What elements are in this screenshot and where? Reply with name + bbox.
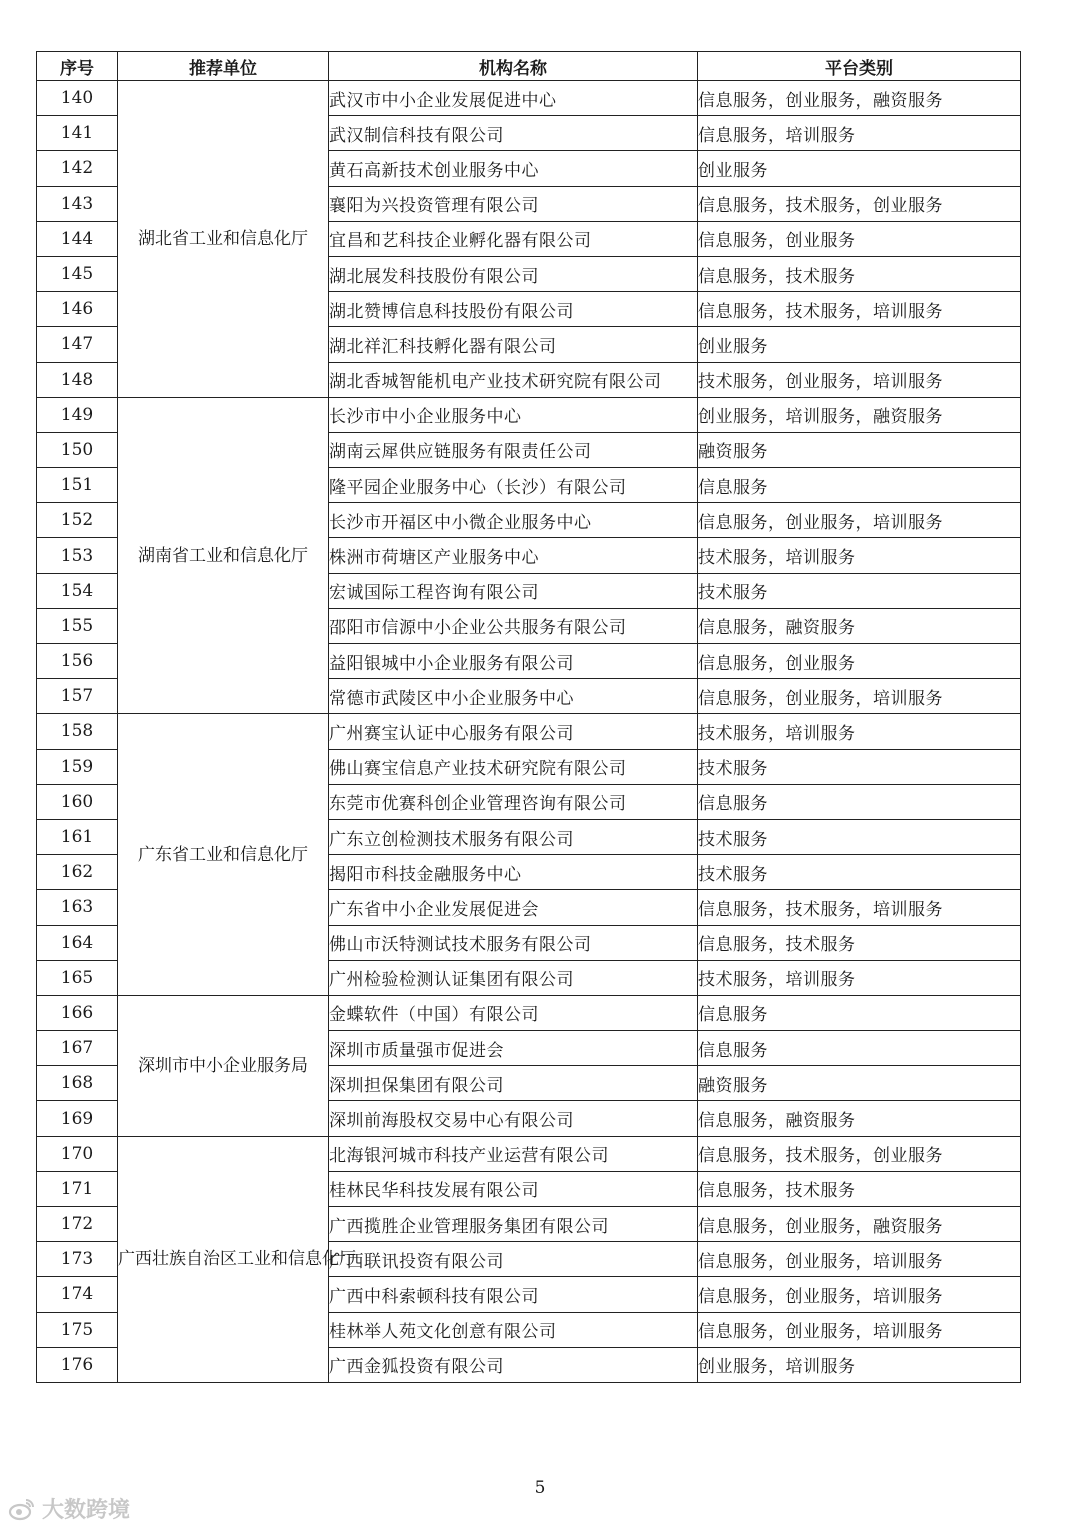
- cell-organization: 湖北赞博信息科技股份有限公司: [329, 292, 698, 327]
- cell-seq: 164: [37, 925, 118, 960]
- cell-organization: 邵阳市信源中小企业公共服务有限公司: [329, 608, 698, 643]
- cell-platform-category: 信息服务，技术服务: [698, 256, 1021, 291]
- cell-organization: 常德市武陵区中小企业服务中心: [329, 679, 698, 714]
- cell-organization: 佛山赛宝信息产业技术研究院有限公司: [329, 749, 698, 784]
- cell-organization: 长沙市开福区中小微企业服务中心: [329, 503, 698, 538]
- cell-organization: 广西联讯投资有限公司: [329, 1242, 698, 1277]
- cell-platform-category: 信息服务，创业服务，培训服务: [698, 1242, 1021, 1277]
- cell-platform-category: 信息服务，技术服务，培训服务: [698, 890, 1021, 925]
- cell-organization: 佛山市沃特测试技术服务有限公司: [329, 925, 698, 960]
- cell-organization: 湖北祥汇科技孵化器有限公司: [329, 327, 698, 362]
- cell-platform-category: 技术服务: [698, 573, 1021, 608]
- cell-platform-category: 融资服务: [698, 1066, 1021, 1101]
- cell-organization: 揭阳市科技金融服务中心: [329, 855, 698, 890]
- cell-recommending-unit: 深圳市中小企业服务局: [118, 995, 329, 1136]
- cell-organization: 北海银河城市科技产业运营有限公司: [329, 1136, 698, 1171]
- cell-seq: 144: [37, 221, 118, 256]
- cell-organization: 金蝶软件（中国）有限公司: [329, 995, 698, 1030]
- cell-organization: 广州赛宝认证中心服务有限公司: [329, 714, 698, 749]
- cell-organization: 宜昌和艺科技企业孵化器有限公司: [329, 221, 698, 256]
- cell-seq: 160: [37, 784, 118, 819]
- cell-recommending-unit: 湖北省工业和信息化厅: [118, 81, 329, 398]
- cell-platform-category: 信息服务: [698, 1031, 1021, 1066]
- cell-platform-category: 信息服务，技术服务，创业服务: [698, 186, 1021, 221]
- recommendation-table: [36, 51, 1021, 1383]
- cell-platform-category: 信息服务，创业服务，培训服务: [698, 503, 1021, 538]
- cell-organization: 桂林举人苑文化创意有限公司: [329, 1312, 698, 1347]
- cell-seq: 143: [37, 186, 118, 221]
- cell-platform-category: 信息服务，融资服务: [698, 1101, 1021, 1136]
- cell-organization: 广东省中小企业发展促进会: [329, 890, 698, 925]
- cell-organization: 长沙市中小企业服务中心: [329, 397, 698, 432]
- cell-platform-category: 信息服务: [698, 995, 1021, 1030]
- cell-organization: 深圳担保集团有限公司: [329, 1066, 698, 1101]
- cell-platform-category: 技术服务: [698, 855, 1021, 890]
- cell-seq: 175: [37, 1312, 118, 1347]
- cell-organization: 广州检验检测认证集团有限公司: [329, 960, 698, 995]
- cell-organization: 东莞市优赛科创企业管理咨询有限公司: [329, 784, 698, 819]
- cell-seq: 168: [37, 1066, 118, 1101]
- cell-platform-category: 技术服务，培训服务: [698, 538, 1021, 573]
- cell-organization: 湖南云犀供应链服务有限责任公司: [329, 432, 698, 467]
- cell-seq: 156: [37, 644, 118, 679]
- header-unit: 推荐单位: [118, 52, 329, 81]
- cell-seq: 171: [37, 1171, 118, 1206]
- cell-seq: 169: [37, 1101, 118, 1136]
- cell-organization: 武汉市中小企业发展促进中心: [329, 81, 698, 116]
- table-row: [37, 81, 1021, 116]
- header-category: 平台类别: [698, 52, 1021, 81]
- cell-organization: 广东立创检测技术服务有限公司: [329, 819, 698, 854]
- watermark: [8, 1493, 130, 1524]
- cell-organization: 深圳前海股权交易中心有限公司: [329, 1101, 698, 1136]
- cell-seq: 151: [37, 468, 118, 503]
- cell-organization: 株洲市荷塘区产业服务中心: [329, 538, 698, 573]
- cell-recommending-unit: 广东省工业和信息化厅: [118, 714, 329, 996]
- cell-seq: 167: [37, 1031, 118, 1066]
- cell-organization: 武汉制信科技有限公司: [329, 116, 698, 151]
- cell-organization: 湖北香城智能机电产业技术研究院有限公司: [329, 362, 698, 397]
- cell-seq: 142: [37, 151, 118, 186]
- weibo-logo-icon: [8, 1497, 36, 1521]
- cell-seq: 155: [37, 608, 118, 643]
- cell-recommending-unit: 湖南省工业和信息化厅: [118, 397, 329, 714]
- cell-seq: 153: [37, 538, 118, 573]
- cell-seq: 157: [37, 679, 118, 714]
- cell-platform-category: 信息服务，创业服务，融资服务: [698, 1207, 1021, 1242]
- table-header-row: [37, 52, 1021, 81]
- cell-platform-category: 信息服务，创业服务，培训服务: [698, 1312, 1021, 1347]
- cell-platform-category: 信息服务，技术服务: [698, 925, 1021, 960]
- cell-seq: 159: [37, 749, 118, 784]
- cell-seq: 140: [37, 81, 118, 116]
- cell-organization: 益阳银城中小企业服务有限公司: [329, 644, 698, 679]
- cell-platform-category: 技术服务，培训服务: [698, 714, 1021, 749]
- cell-seq: 161: [37, 819, 118, 854]
- table-row: [37, 1136, 1021, 1171]
- cell-seq: 150: [37, 432, 118, 467]
- table-row: [37, 397, 1021, 432]
- table-row: [37, 995, 1021, 1030]
- cell-organization: 宏诚国际工程咨询有限公司: [329, 573, 698, 608]
- cell-platform-category: 信息服务，创业服务，培训服务: [698, 1277, 1021, 1312]
- cell-seq: 172: [37, 1207, 118, 1242]
- cell-seq: 165: [37, 960, 118, 995]
- table-row: [37, 714, 1021, 749]
- cell-organization: 襄阳为兴投资管理有限公司: [329, 186, 698, 221]
- header-org: 机构名称: [329, 52, 698, 81]
- cell-seq: 174: [37, 1277, 118, 1312]
- cell-organization: 广西揽胜企业管理服务集团有限公司: [329, 1207, 698, 1242]
- table-body: [37, 81, 1021, 1383]
- page-number: 5: [534, 1478, 546, 1498]
- cell-platform-category: 创业服务: [698, 327, 1021, 362]
- cell-seq: 148: [37, 362, 118, 397]
- cell-seq: 166: [37, 995, 118, 1030]
- cell-seq: 141: [37, 116, 118, 151]
- cell-platform-category: 信息服务: [698, 784, 1021, 819]
- cell-platform-category: 创业服务，培训服务，融资服务: [698, 397, 1021, 432]
- cell-organization: 广西金狐投资有限公司: [329, 1347, 698, 1382]
- cell-organization: 深圳市质量强市促进会: [329, 1031, 698, 1066]
- cell-seq: 163: [37, 890, 118, 925]
- cell-seq: 176: [37, 1347, 118, 1382]
- cell-organization: 隆平园企业服务中心（长沙）有限公司: [329, 468, 698, 503]
- cell-platform-category: 信息服务，培训服务: [698, 116, 1021, 151]
- cell-organization: 广西中科索顿科技有限公司: [329, 1277, 698, 1312]
- cell-platform-category: 创业服务: [698, 151, 1021, 186]
- cell-platform-category: 信息服务，创业服务: [698, 644, 1021, 679]
- cell-platform-category: 信息服务: [698, 468, 1021, 503]
- cell-organization: 桂林民华科技发展有限公司: [329, 1171, 698, 1206]
- cell-seq: 147: [37, 327, 118, 362]
- cell-platform-category: 技术服务，创业服务，培训服务: [698, 362, 1021, 397]
- cell-organization: 湖北展发科技股份有限公司: [329, 256, 698, 291]
- cell-seq: 170: [37, 1136, 118, 1171]
- header-seq: 序号: [37, 52, 118, 81]
- cell-seq: 146: [37, 292, 118, 327]
- cell-platform-category: 融资服务: [698, 432, 1021, 467]
- cell-platform-category: 信息服务，创业服务，培训服务: [698, 679, 1021, 714]
- cell-recommending-unit: 广西壮族自治区工业和信息化厅: [118, 1136, 329, 1382]
- cell-seq: 162: [37, 855, 118, 890]
- cell-organization: 黄石高新技术创业服务中心: [329, 151, 698, 186]
- cell-platform-category: 信息服务，创业服务，融资服务: [698, 81, 1021, 116]
- cell-seq: 152: [37, 503, 118, 538]
- cell-platform-category: 信息服务，融资服务: [698, 608, 1021, 643]
- cell-platform-category: 技术服务，培训服务: [698, 960, 1021, 995]
- cell-platform-category: 信息服务，创业服务: [698, 221, 1021, 256]
- cell-seq: 145: [37, 256, 118, 291]
- cell-platform-category: 信息服务，技术服务: [698, 1171, 1021, 1206]
- cell-seq: 173: [37, 1242, 118, 1277]
- cell-platform-category: 信息服务，技术服务，创业服务: [698, 1136, 1021, 1171]
- cell-seq: 154: [37, 573, 118, 608]
- cell-platform-category: 信息服务，技术服务，培训服务: [698, 292, 1021, 327]
- cell-seq: 158: [37, 714, 118, 749]
- cell-seq: 149: [37, 397, 118, 432]
- cell-platform-category: 创业服务，培训服务: [698, 1347, 1021, 1382]
- cell-platform-category: 技术服务: [698, 819, 1021, 854]
- cell-platform-category: 技术服务: [698, 749, 1021, 784]
- watermark-text: 大数跨境: [42, 1498, 131, 1523]
